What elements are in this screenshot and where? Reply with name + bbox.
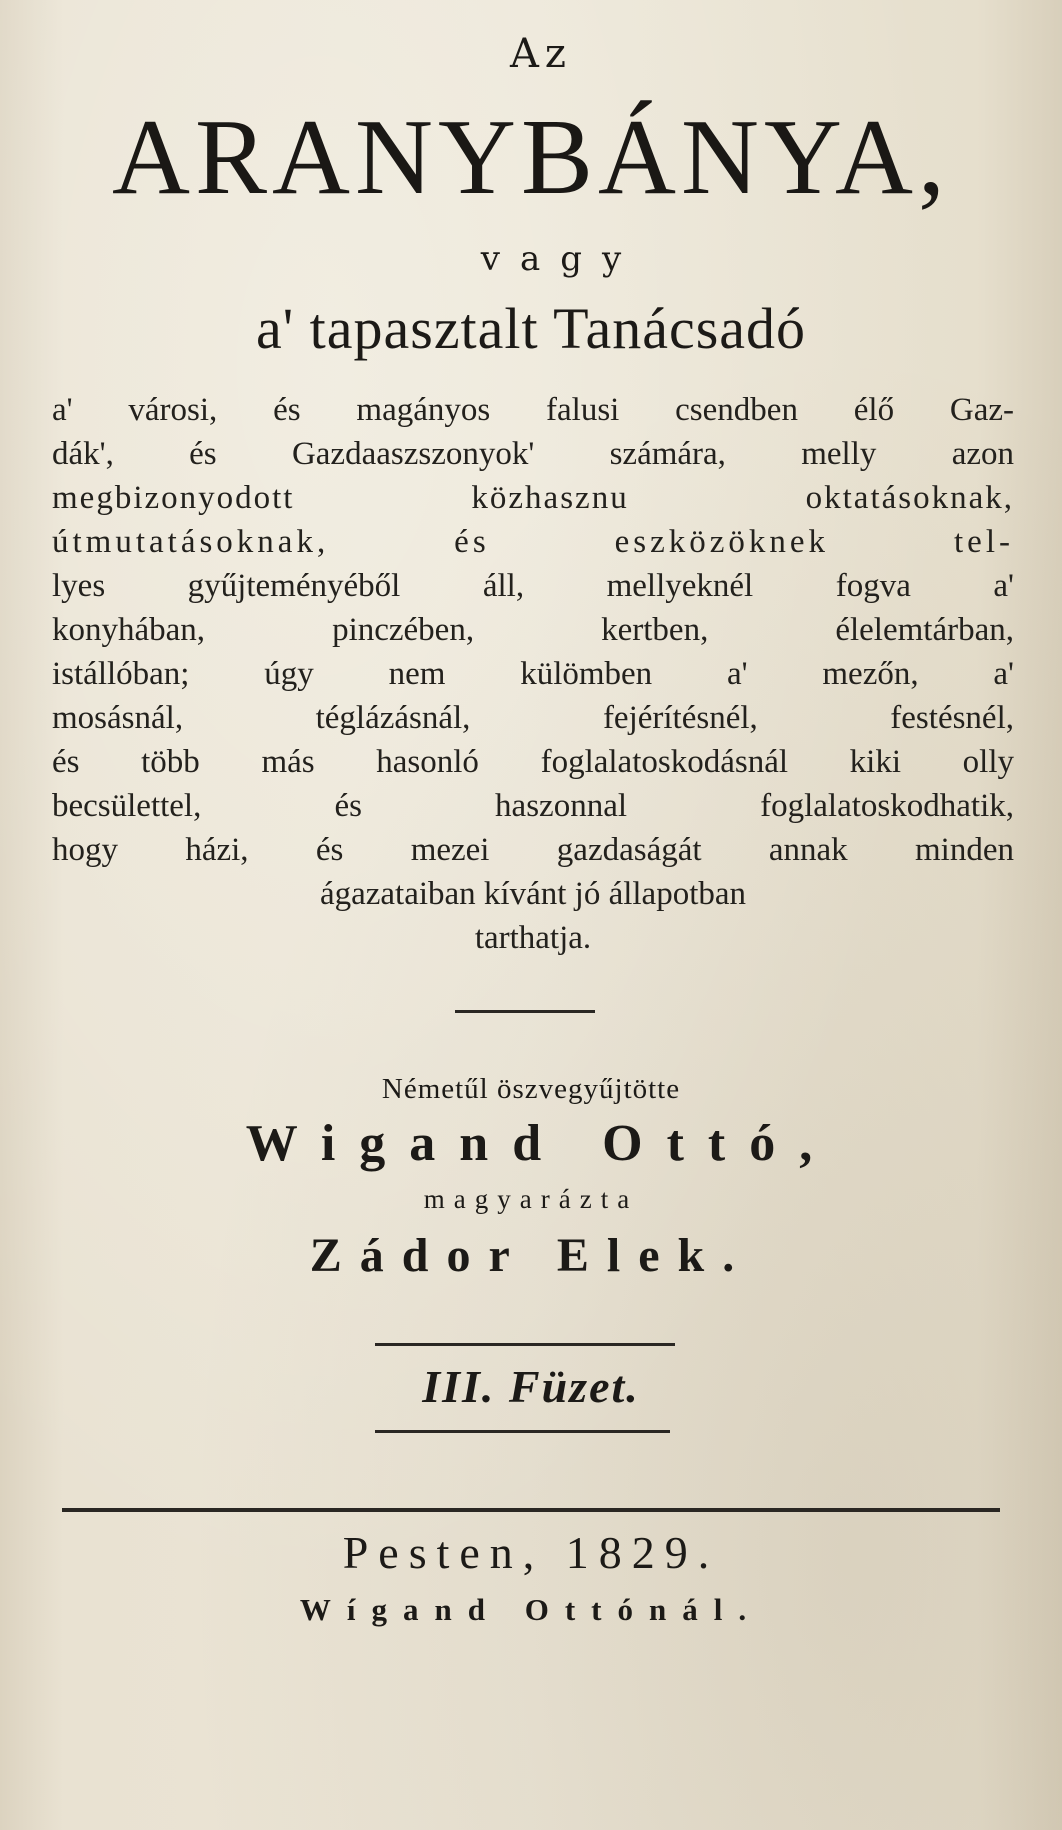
description-line: becsülettel, és haszonnal foglalatoskodhatik, — [52, 788, 1014, 824]
description-line: tarthatja. — [474, 920, 592, 956]
title-article: Az — [510, 31, 572, 77]
long-rule — [62, 1508, 1000, 1512]
compiled-by-label: Németűl öszvegyűjtötte — [381, 1073, 681, 1105]
description-line: megbizonyodott közhasznu oktatásoknak, — [52, 480, 1014, 516]
description-line: lyes gyűjteményéből áll, mellyeknél fogva a' — [52, 568, 1014, 604]
issue-rule-bottom — [375, 1430, 670, 1433]
publisher: Wígand Ottónál. — [299, 1592, 763, 1627]
issue-label: III. Füzet. — [422, 1361, 640, 1412]
description-paragraph — [52, 388, 1014, 960]
title-connector: vagy — [480, 239, 642, 279]
description-line: a' városi, és magányos falusi csendben élő Gaz- — [52, 392, 1014, 428]
subtitle: a' tapasztalt Tanácsadó — [255, 296, 807, 361]
description-line: konyhában, pinczében, kertben, élelemtárban, — [52, 612, 1014, 648]
issue-rule-top — [375, 1343, 675, 1346]
short-divider — [455, 1010, 595, 1013]
main-title: ARANYBÁNYA, — [111, 98, 951, 217]
description-line: útmutatásoknak, és eszközöknek tel- — [52, 524, 1014, 560]
description-line: mosásnál, téglázásnál, fejérítésnél, festésnél, — [52, 700, 1014, 736]
description-line: és több más hasonló foglalatoskodásnál kiki olly — [52, 744, 1014, 780]
translator-name: Zádor Elek. — [309, 1229, 753, 1282]
description-line: istállóban; úgy nem külömben a' mezőn, a' — [52, 656, 1014, 692]
description-line: ágazataiban kívánt jó állapotban — [319, 876, 747, 912]
description-line: hogy házi, és mezei gazdaságát annak minden — [52, 832, 1014, 868]
description-line: dák', és Gazdaaszszonyok' számára, melly azon — [52, 436, 1014, 472]
author-name: Wigand Ottó, — [245, 1115, 837, 1172]
place-year: Pesten, 1829. — [342, 1527, 720, 1578]
explained-by-label: magyarázta — [423, 1184, 639, 1214]
